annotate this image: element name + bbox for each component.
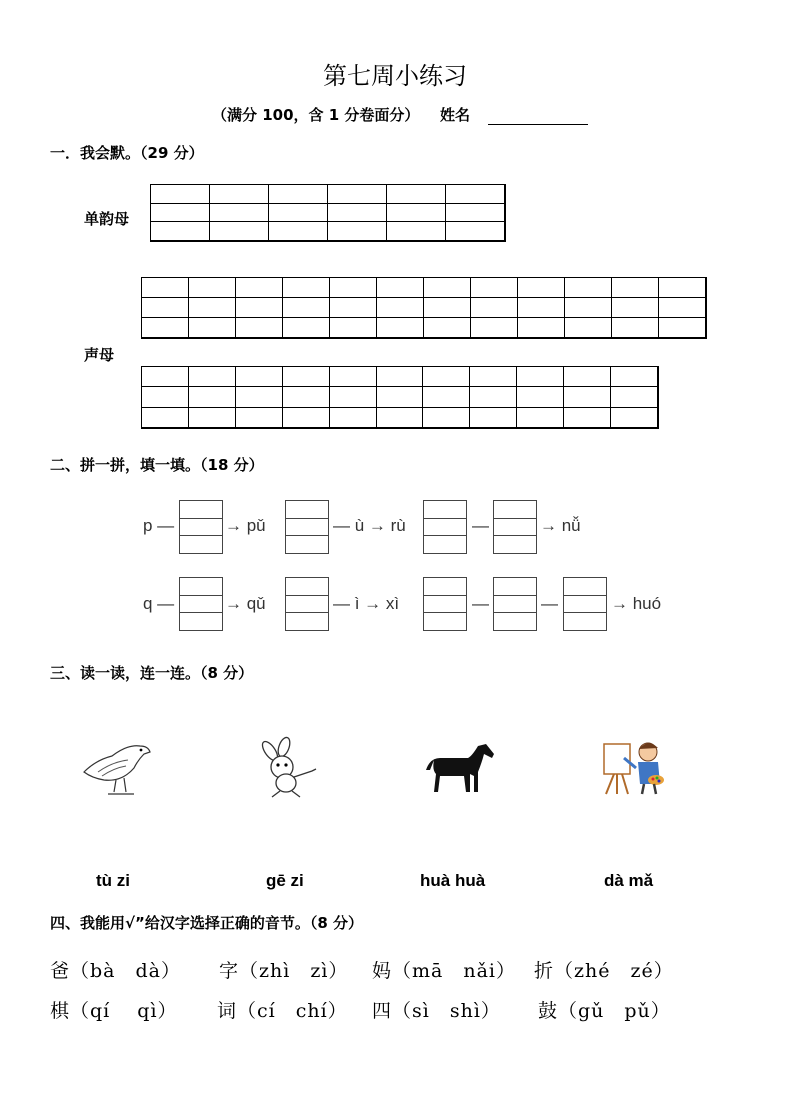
blank-box[interactable] [493, 500, 537, 554]
choice-qi[interactable]: 棋（qí qì） [50, 1000, 178, 1022]
choice-zi[interactable]: 字（zhì zì） [219, 960, 349, 982]
pinyin-ru: — ù → rù [333, 516, 406, 535]
choice-ma[interactable]: 妈（mā nǎi） [372, 960, 516, 982]
rabbit-icon[interactable] [258, 741, 320, 799]
initials-writing-grid-1[interactable] [141, 277, 707, 339]
dash: — [472, 594, 489, 613]
section3-heading: 三、读一读，连一连。（8 分） [50, 664, 254, 682]
pinyin-huahua: huà huà [420, 871, 486, 890]
name-field[interactable] [488, 124, 588, 125]
bird-icon[interactable] [78, 738, 154, 798]
painter-icon[interactable] [600, 738, 668, 796]
pinyin-qu: → qǔ [225, 594, 266, 613]
blank-box[interactable] [423, 500, 467, 554]
choice-ba[interactable]: 爸（bà dà） [50, 960, 181, 982]
blank-box[interactable] [285, 500, 329, 554]
initials-writing-grid-2[interactable] [141, 366, 659, 429]
choice-gu[interactable]: 鼓（gǔ pǔ） [538, 1000, 671, 1022]
blank-box[interactable] [285, 577, 329, 631]
blank-box[interactable] [179, 577, 223, 631]
section1-heading: 一．我会默。（29 分） [50, 144, 204, 162]
blank-box[interactable] [493, 577, 537, 631]
pinyin-pu: → pǔ [225, 516, 266, 535]
pinyin-p: p — [143, 516, 175, 535]
name-label: 姓名 [440, 106, 471, 124]
blank-box[interactable] [179, 500, 223, 554]
pinyin-gezi: gē zi [266, 871, 304, 890]
section2-heading: 二、拼一拼，填一填。（18 分） [50, 456, 264, 474]
pinyin-xi: — ì → xì [333, 594, 400, 613]
page-title: 第七周小练习 [323, 62, 467, 90]
pinyin-q: q — [143, 594, 175, 613]
choice-ci[interactable]: 词（cí chí） [217, 1000, 348, 1022]
section4-heading: 四、我能用√”给汉字选择正确的音节。（8 分） [50, 914, 364, 932]
pinyin-huo: → huó [611, 594, 662, 613]
pinyin-dama: dà mǎ [604, 871, 654, 890]
blank-box[interactable] [563, 577, 607, 631]
choice-zhe[interactable]: 折（zhé zé） [534, 960, 674, 982]
score-subtitle: （满分 100，含 1 分卷面分） [212, 106, 420, 124]
choice-si[interactable]: 四（sì shì） [372, 1000, 501, 1022]
horse-icon[interactable] [424, 740, 496, 796]
blank-box[interactable] [423, 577, 467, 631]
dash: — [541, 594, 558, 613]
vowel-writing-grid[interactable] [150, 184, 506, 242]
initials-label: 声母 [84, 346, 115, 364]
pinyin-nu: → nǚ [540, 516, 581, 535]
pinyin-tuzi: tù zi [96, 871, 130, 890]
dash: — [472, 516, 489, 535]
vowel-label: 单韵母 [84, 210, 130, 228]
